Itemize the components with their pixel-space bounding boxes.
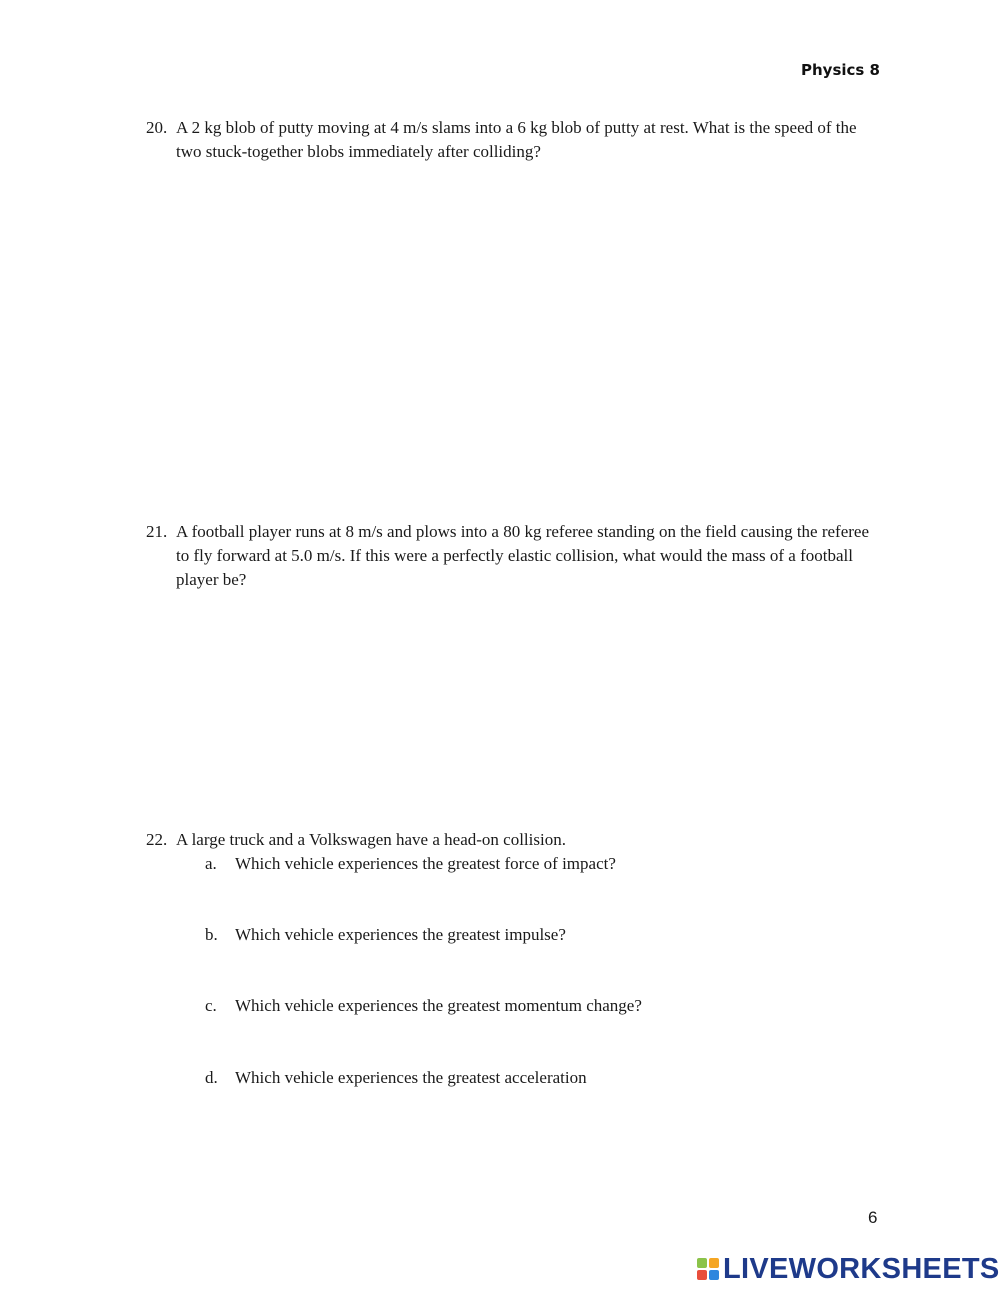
course-title: Physics 8 [801, 61, 880, 79]
liveworksheets-mark-icon [697, 1258, 719, 1280]
question-22 [146, 828, 886, 852]
question-number: 21. [146, 522, 168, 541]
sub-question-a [205, 852, 616, 876]
sub-question-b [205, 923, 566, 947]
sub-question-letter: d. [205, 1068, 218, 1087]
liveworksheets-logo[interactable] [697, 1253, 1000, 1285]
logo-square-orange [709, 1258, 719, 1268]
sub-question-d [205, 1066, 587, 1090]
page-number: 6 [868, 1208, 878, 1227]
brand-name: LIVEWORKSHEETS [723, 1252, 1000, 1285]
sub-question-letter: c. [205, 996, 217, 1015]
logo-square-green [697, 1258, 707, 1268]
question-number: 20. [146, 118, 168, 137]
question-number: 22. [146, 830, 168, 849]
logo-square-blue [709, 1270, 719, 1280]
logo-square-red [697, 1270, 707, 1280]
question-text: A 2 kg blob of putty moving at 4 m/s slams into a 6 kg blob of putty at rest. What is the speed of the two stuck-together blobs immediately after colliding? [176, 118, 857, 161]
question-21 [146, 520, 886, 592]
sub-question-c [205, 994, 642, 1018]
sub-question-letter: a. [205, 854, 217, 873]
sub-question-text: Which vehicle experiences the greatest momentum change? [235, 996, 642, 1015]
question-text: A large truck and a Volkswagen have a head-on collision. [176, 830, 566, 849]
sub-question-text: Which vehicle experiences the greatest acceleration [235, 1068, 587, 1087]
sub-question-text: Which vehicle experiences the greatest impulse? [235, 925, 566, 944]
question-text: A football player runs at 8 m/s and plows into a 80 kg referee standing on the field causing the referee to fly forward at 5.0 m/s. If this were a perfectly elastic collision, what would the mass of a football player be? [176, 522, 870, 589]
sub-question-text: Which vehicle experiences the greatest force of impact? [235, 854, 616, 873]
sub-question-letter: b. [205, 925, 218, 944]
question-20 [146, 116, 886, 164]
